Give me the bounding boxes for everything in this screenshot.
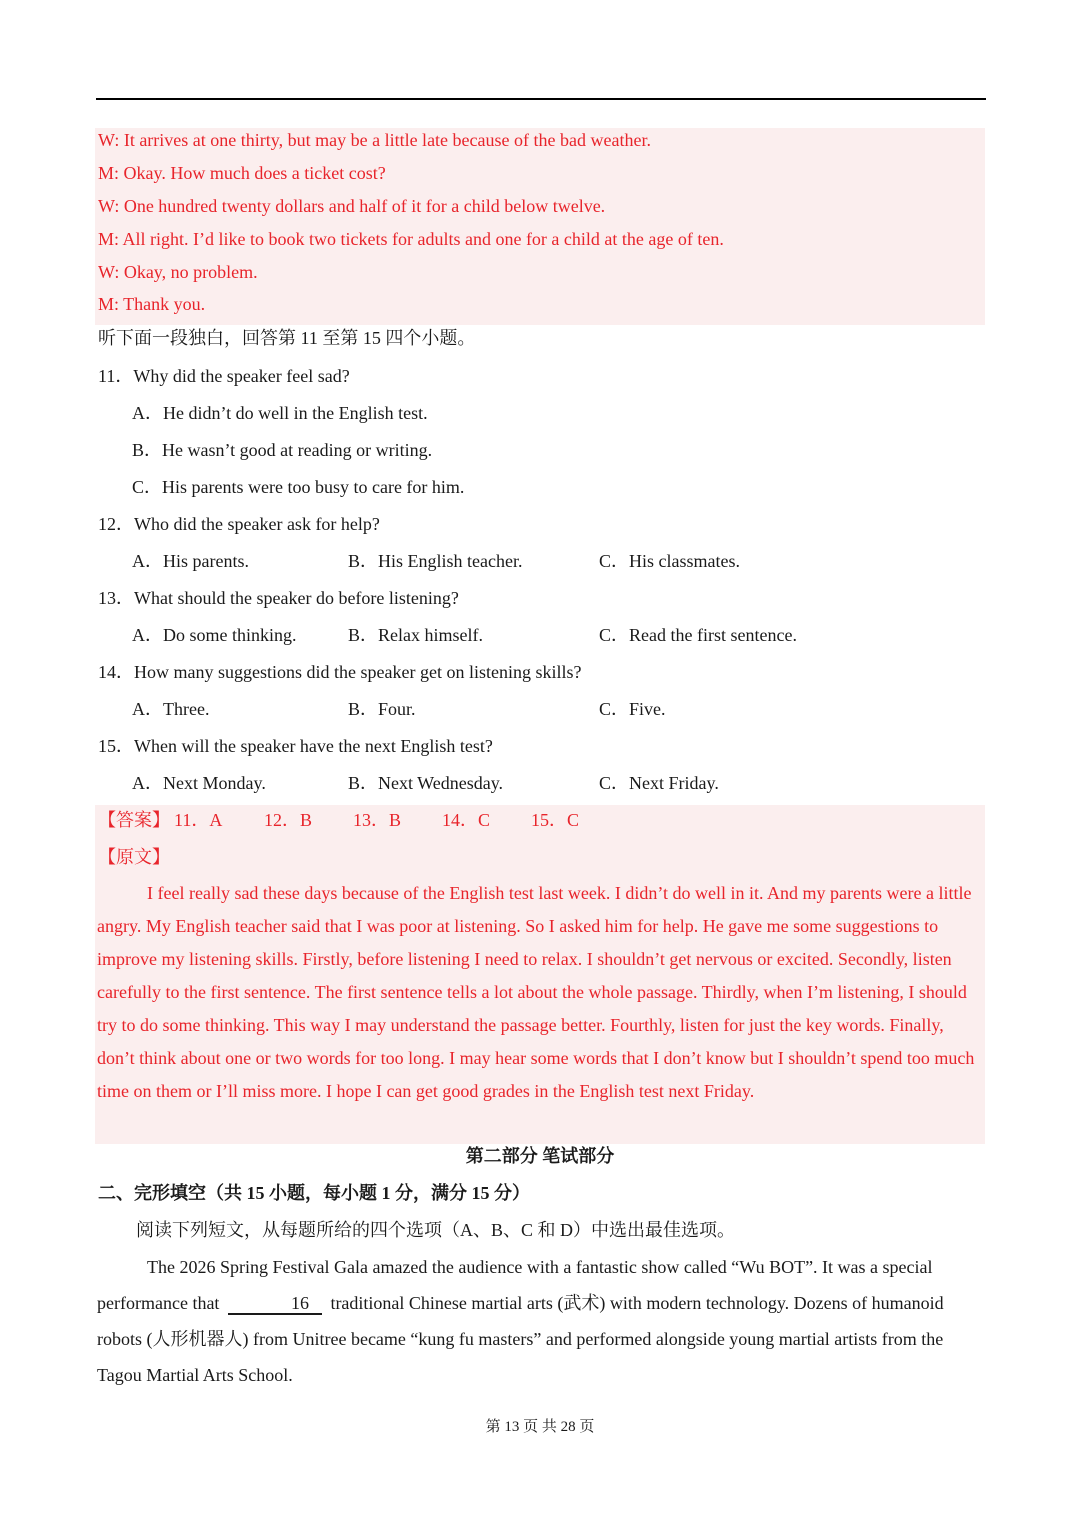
answer-item: 12．B <box>264 810 313 830</box>
option-b: B．Four. <box>348 699 416 719</box>
header-rule <box>96 98 986 100</box>
option-c: C．Five. <box>599 699 666 719</box>
transcript-text: I feel really sad these days because of the English test last week. I didn’t do well in it. And my parents were a little angry. My English teacher said that I was poor at listening. So I asked him for help. He gave me some suggestions to improve my listening skills. Firstly, before listening I need to relax. I shouldn’t get nervous or excited. Secondly, listen carefully to the first sentence. The first sentence tells a lot about the whole passage. Thirdly, when I’m listening, I should try to do some thinking. This way I may understand the passage better. Fourthly, listen for just the key words. Finally, don’t think about one or two words for too long. I may hear some words that I don’t know but I shouldn’t spend too much time on them or I’ll miss more. I hope I can get good grades in the English test next Friday. <box>97 883 975 1101</box>
option-a: A．He didn’t do well in the English test. <box>132 403 428 423</box>
answer-label: 【答案】 <box>98 810 170 830</box>
dialogue-line: M: Thank you. <box>98 294 206 314</box>
question-stem: 15．When will the speaker have the next English test? <box>98 736 493 756</box>
section2-instruction: 阅读下列短文，从每题所给的四个选项（A、B、C 和 D）中选出最佳选项。 <box>136 1220 736 1240</box>
question-stem: 12．Who did the speaker ask for help? <box>98 514 380 534</box>
option-a: A．Do some thinking. <box>132 625 297 645</box>
question-stem: 11．Why did the speaker feel sad? <box>98 366 350 386</box>
option-a: A．Next Monday. <box>132 773 266 793</box>
cloze-passage <box>97 1249 981 1393</box>
option-c: C．Read the first sentence. <box>599 625 797 645</box>
dialogue-block <box>95 128 985 325</box>
cloze-text-before: The 2026 Spring Festival Gala amazed the audience with a fantastic show called “Wu BOT”. It was a special performance that <box>97 1257 933 1313</box>
transcript-label: 【原文】 <box>98 847 170 867</box>
option-c: C．His parents were too busy to care for him. <box>132 477 465 497</box>
option-a: A．His parents. <box>132 551 249 571</box>
dialogue-line: M: All right. I’d like to book two tickets for adults and one for a child at the age of ten. <box>98 229 724 249</box>
option-b: B．Next Wednesday. <box>348 773 504 793</box>
dialogue-line: W: One hundred twenty dollars and half of it for a child below twelve. <box>98 196 606 216</box>
option-b: B．His English teacher. <box>348 551 523 571</box>
answer-item: 15．C <box>531 810 580 830</box>
answer-item: 11．A <box>174 810 223 830</box>
section2-title: 二、完形填空（共 15 小题，每小题 1 分，满分 15 分） <box>98 1183 530 1203</box>
option-a: A．Three. <box>132 699 210 719</box>
cloze-blank-16[interactable]: 16 <box>228 1293 322 1315</box>
option-b: B．He wasn’t good at reading or writing. <box>132 440 433 460</box>
dialogue-line: W: Okay, no problem. <box>98 262 258 282</box>
option-b: B．Relax himself. <box>348 625 483 645</box>
page-footer: 第 13 页 共 28 页 <box>485 1419 595 1435</box>
question-stem: 14．How many suggestions did the speaker get on listening skills? <box>98 662 582 682</box>
dialogue-line: W: It arrives at one thirty, but may be a little late because of the bad weather. <box>98 130 651 150</box>
dialogue-line: M: Okay. How much does a ticket cost? <box>98 163 386 183</box>
part2-title: 第二部分 笔试部分 <box>465 1146 615 1166</box>
question-stem: 13．What should the speaker do before listening? <box>98 588 459 608</box>
answer-item: 14．C <box>442 810 491 830</box>
cloze-text-after: traditional Chinese martial arts (武术) with modern technology. Dozens of humanoid robots (人形机器人) from Unitree became “kung fu masters” and performed alongside young martial artists from the Tagou Martial Arts School. <box>97 1293 944 1385</box>
option-c: C．His classmates. <box>599 551 740 571</box>
answer-item: 13．B <box>353 810 402 830</box>
monologue-intro: 听下面一段独白，回答第 11 至第 15 四个小题。 <box>98 328 476 348</box>
option-c: C．Next Friday. <box>599 773 719 793</box>
